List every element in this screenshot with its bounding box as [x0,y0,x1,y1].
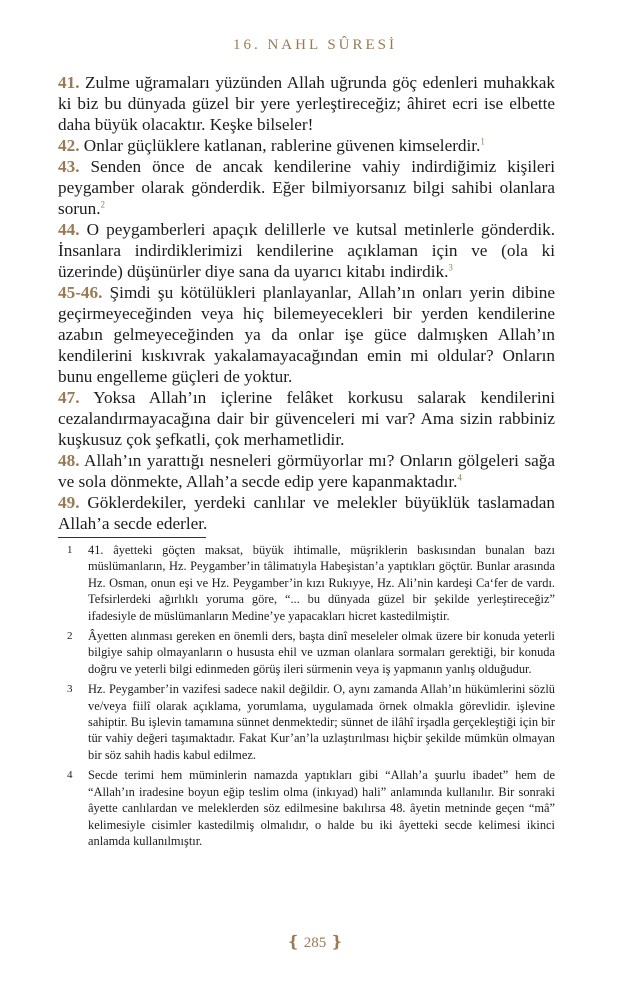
verse-text: Onlar güçlüklere katlanan, rablerine güvenen kimselerdir. [83,136,481,155]
verse-text: Şimdi şu kötülükleri planlayanlar, Allah’ın onları yerin dibine geçirmeyeceğinden veya hiç bilemeyecekleri bir yerden kendilerine azabın gelmeyeceğinden ya da onlar işe güce dalmışken Allah’ın kendilerini kıskıvrak yakalamayacağından emin mi oldular? Onların bunu engelleme güçleri de yoktur. [58,283,555,386]
verse-number: 42. [58,136,80,155]
footnote-text: Hz. Peygamber’in vazifesi sadece nakil değildir. O, aynı zamanda Allah’ın hükümlerini sözlü ve/veya fiilî olarak açıklama, yorumlama, uygulamada örnek olmakla görevlidir. işlevine sahiptir. Bu işlevin tamamına sünnet denmektedir; sünnet de ilâhî irşadla gerçekleştiği için bir tür vahiy değeri taşımaktadır. Fakat Kur’an’la uzlaştırılması hiçbir şekilde mümkün olmayan bir söz sahih hadis kabul edilmez. [88,682,555,762]
footnote-number: 4 [67,769,73,782]
page-number-value: 285 [303,935,327,951]
verse-text: O peygamberleri apaçık delillerle ve kutsal metinlerle gönderdik. İnsanlara indirdiklerimizi kendilerine açıklaman için ve (ola ki üzerinde) düşünürler diye sana da uyarıcı kitabı indirdik. [58,220,555,281]
verse-47 [58,387,555,450]
verse-number: 47. [58,388,80,407]
footnote-ref[interactable]: 1 [480,136,485,147]
verse-49 [58,492,555,534]
footnote-4 [58,767,555,849]
verse-number: 41. [58,73,80,92]
footnote-divider [58,537,206,538]
verse-number: 43. [58,157,80,176]
running-header: 16. NAHL SÛRESİ [232,37,398,53]
verse-44 [58,219,555,282]
footnotes-block [58,542,555,853]
footnote-2 [58,628,555,677]
verse-text: Allah’ın yarattığı nesneleri görmüyorlar mı? Onların gölgeleri sağa ve sola dönmekte, Allah’a secde edip yere kapanmaktadır. [58,451,555,491]
footnote-3 [58,681,555,763]
verse-text: Senden önce de ancak kendilerine vahiy indirdiğimiz kişileri peygamber olarak gönderdik. Eğer bilmiyorsanız bilgi sahibi olanlara sorun. [58,157,555,218]
footnote-number: 3 [67,683,73,696]
footnote-text: Secde terimi hem müminlerin namazda yaptıkları gibi “Allah’a şuurlu ibadet” hem de “Allah’ın iradesine boyun eğip teslim olma (inkıyad) hali” anlamında kullanılır. Bir sonraki âyette canlılardan ve meleklerden söz edilmesine bakılırsa 48. âyetin metninde geçen “mâ” kelimesiyle cisimler kastedilmiş olmalıdır, o halde bu iki âyetteki secde kelimesi ikinci anlamda kullanılmıştır. [88,768,555,848]
verse-43 [58,156,555,219]
footnote-ref[interactable]: 2 [100,199,105,210]
verse-45-46 [58,282,555,387]
footnote-number: 1 [67,544,73,556]
verse-text: Göklerdekiler, yerdeki canlılar ve melekler büyüklük taslamadan Allah’a secde ederler. [58,493,555,533]
footnote-1 [58,542,555,624]
footnote-text: Âyetten alınması gereken en önemli ders, başta dinî meseleler olmak üzere bir konuda yeterli bilgiye sahip olmayanların o hususta ehil ve uzman olanlara sormaları gerektiği, bir konuda doğru ve yeterli bilgi edinmeden görüş ileri sürmenin veya iş yapmanın yanlış olduğudur. [88,629,555,676]
verse-number: 45-46. [58,283,103,302]
footnote-text: 41. âyetteki göçten maksat, büyük ihtimalle, müşriklerin baskısından bunalan bazı müslümanların, Hz. Peygamber’in tâlimatıyla Habeşistan’a yaptıkları göçtür. Bunlar arasında Hz. Osman, onun eşi ve Hz. Peygamber’in kızı Rukıyye, Hz. Ali’nin kardeşi Ca‘fer de vardı. Tefsirlerdeki ağırlıklı yoruma göre, “... bu dünyada güzel bir şekilde yerleştireceğiz” ifadesiyle de müslümanların Medine’ye yapacakları hicret kastedilmiştir. [88,543,555,623]
footnote-ref[interactable]: 4 [457,472,462,483]
verse-42 [58,135,555,156]
left-ornament-icon: ❴ [286,934,300,951]
verse-number: 44. [58,220,80,239]
page-number [0,932,630,952]
verse-48 [58,450,555,492]
footnote-ref[interactable]: 3 [448,262,453,273]
verse-41 [58,72,555,135]
verse-text: Yoksa Allah’ın içlerine felâket korkusu salarak kendilerini cezalandırmayacağına dair bir güvenceleri mi var? Ama sizin rabbiniz kuşkusuz çok şefkatli, çok merhametlidir. [58,388,556,449]
footnote-number: 2 [67,630,73,643]
verse-number: 48. [58,451,80,470]
verse-number: 49. [58,493,80,512]
verse-text: Zulme uğramaları yüzünden Allah uğrunda göç edenleri muhakkak ki biz bu dünyada güzel bir yere yerleştireceğiz; âhiret ecri ise elbette daha büyük olacaktır. Keşke bilseler! [58,73,555,134]
verse-block [58,72,555,534]
right-ornament-icon: ❵ [330,934,344,951]
